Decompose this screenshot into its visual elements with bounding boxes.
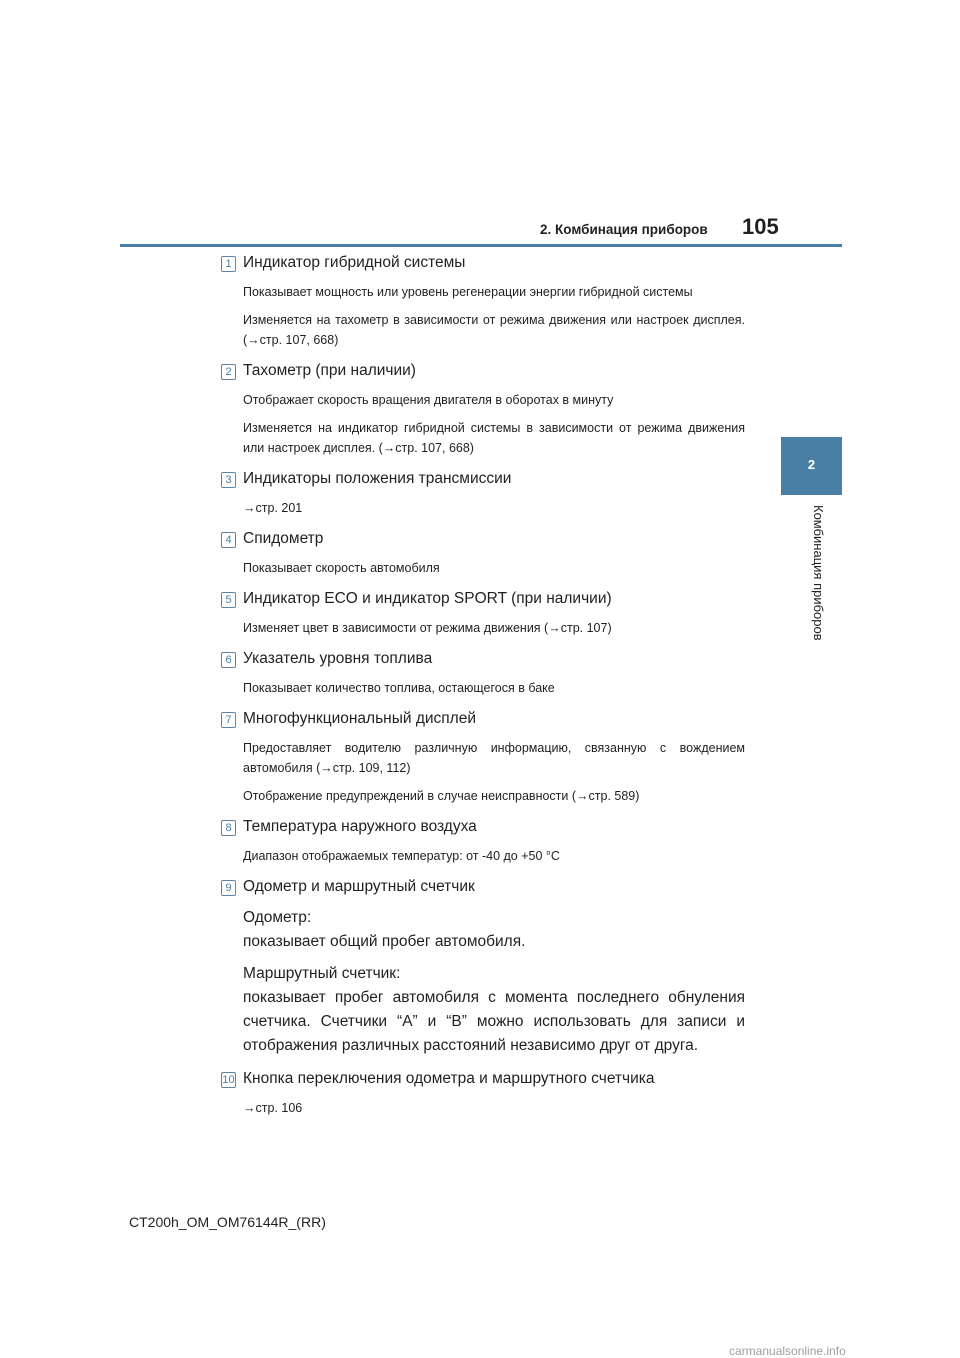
item-title: Индикатор ECO и индикатор SPORT (при наличии): [243, 590, 612, 607]
document-code: CT200h_OM_OM76144R_(RR): [129, 1214, 326, 1230]
item-description: Изменяет цвет в зависимости от режима движения (→стр. 107): [243, 621, 612, 635]
item-description: Показывает количество топлива, остающегося в баке: [243, 681, 555, 695]
item-title: Спидометр: [243, 530, 324, 547]
item-description: Изменяется на тахометр в зависимости от режима движения или настроек дисплея. (→стр. 107, 668): [243, 313, 745, 347]
item-number-badge: 3: [221, 472, 236, 488]
item-title: Индикатор гибридной системы: [243, 254, 466, 271]
watermark: carmanualsonline.info: [729, 1344, 846, 1358]
item-title: Тахометр (при наличии): [243, 362, 416, 379]
item-title: Указатель уровня топлива: [243, 650, 433, 667]
list-item: [215, 528, 745, 578]
chapter-tab-number: 2: [807, 457, 816, 472]
item-title: Многофункциональный дисплей: [243, 710, 476, 727]
list-item: [215, 708, 745, 806]
item-description: Отображение предупреждений в случае неисправности (→стр. 589): [243, 789, 640, 803]
item-description: Показывает скорость автомобиля: [243, 561, 440, 575]
list-item: [215, 876, 745, 1058]
item-description: →стр. 106: [243, 1101, 303, 1115]
list-item: [215, 252, 745, 350]
item-number-badge: 1: [221, 256, 236, 272]
item-description: Предоставляет водителю различную информацию, связанную с вождением автомобиля (→стр. 109, 112): [243, 741, 745, 775]
item-description: Диапазон отображаемых температур: от -40 до +50 °C: [243, 849, 560, 863]
list-item: [215, 816, 745, 866]
section-title: 2. Комбинация приборов: [540, 222, 708, 237]
item-number-badge: 10: [222, 1074, 235, 1086]
page-number: 105: [742, 214, 779, 239]
list-item: [215, 1068, 745, 1118]
item-description: Показывает мощность или уровень регенерации энергии гибридной системы: [243, 285, 693, 299]
item-title: Температура наружного воздуха: [243, 818, 477, 835]
item-number-badge: 9: [221, 880, 236, 896]
item-number-badge: 6: [221, 652, 236, 668]
list-item: [215, 648, 745, 698]
item-number-badge: 8: [221, 820, 236, 836]
item-number-badge: 5: [221, 592, 236, 608]
item-number-badge: 2: [221, 364, 236, 380]
chapter-side-label: Комбинация приборов: [811, 505, 826, 641]
item-number-badge: 7: [221, 712, 236, 728]
header-divider: [120, 244, 842, 247]
item-description: Изменяется на индикатор гибридной системы в зависимости от режима движения или настроек дисплея. (→стр. 107, 668): [243, 421, 745, 455]
item-description: →стр. 201: [243, 501, 303, 515]
item-title: Кнопка переключения одометра и маршрутного счетчика: [243, 1070, 655, 1087]
list-item: [215, 588, 745, 638]
chapter-tab: [781, 437, 842, 495]
item-description: Маршрутный счетчик: показывает пробег автомобиля с момента последнего обнуления счетчика. Счетчики “A” и “B” можно использовать для записи и отображения различных расстояний независимо друг от друга.: [243, 965, 745, 1054]
list-item: [215, 468, 745, 518]
item-number-badge: 4: [221, 532, 236, 548]
item-description: Отображает скорость вращения двигателя в оборотах в минуту: [243, 393, 614, 407]
item-description: Одометр: показывает общий пробег автомобиля.: [243, 909, 526, 950]
item-title: Одометр и маршрутный счетчик: [243, 878, 475, 895]
item-title: Индикаторы положения трансмиссии: [243, 470, 512, 487]
item-list: [215, 252, 745, 1128]
list-item: [215, 360, 745, 458]
